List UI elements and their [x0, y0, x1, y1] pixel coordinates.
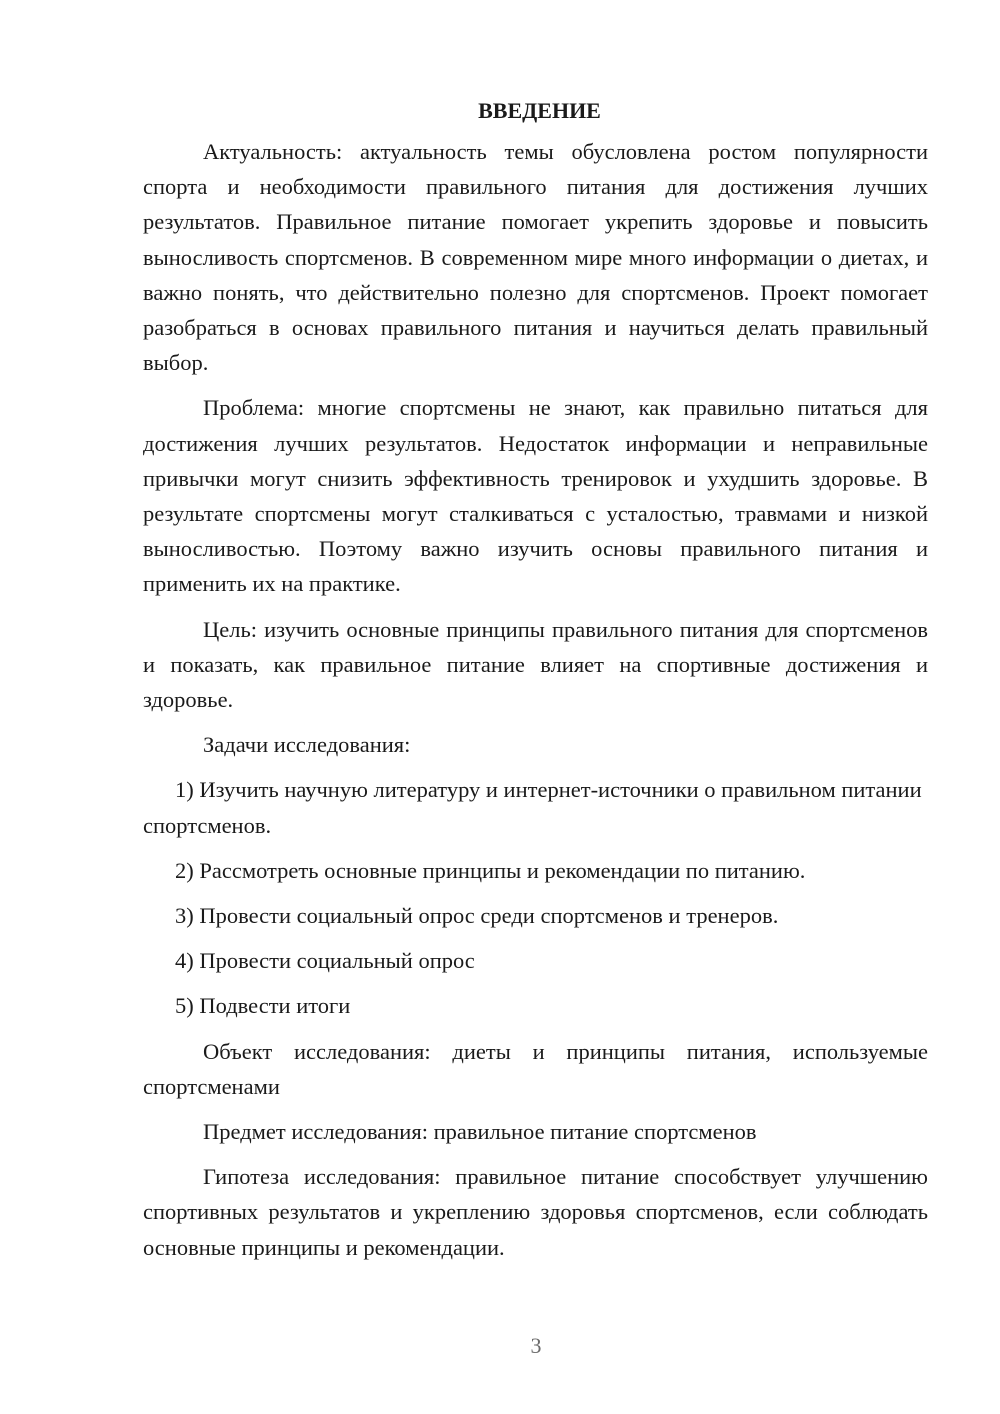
- task-item: 2) Рассмотреть основные принципы и рекомендации по питанию.: [175, 857, 806, 883]
- task-item: 3) Провести социальный опрос среди спортсменов и тренеров.: [175, 903, 779, 929]
- task-item: 1) Изучить научную литературу и интернет-источники о правильном питании спортсменов.: [143, 777, 922, 838]
- subject-paragraph: Предмет исследования: правильное питание спортсменов: [203, 1119, 757, 1145]
- task-item: 5) Подвести итоги: [175, 993, 351, 1019]
- goal-paragraph: Цель: изучить основные принципы правильного питания для спортсменов и показать, как правильное питание влияет на спортивные достижения и здоровье.: [143, 616, 928, 713]
- problem-paragraph: Проблема: многие спортсмены не знают, как правильно питаться для достижения лучших результатов. Недостаток информации и неправильные привычки могут снизить эффективность тренировок и ухудшить здоровье. В результате спортсмены могут сталкиваться с усталостью, травмами и низкой выносливостью. Поэтому важно изучить основы правильного питания и применить их на практике.: [143, 395, 928, 597]
- page-title: ВВЕДЕНИЕ: [478, 98, 601, 123]
- page-number: 3: [530, 1333, 542, 1358]
- hypothesis-paragraph: Гипотеза исследования: правильное питание способствует улучшению спортивных результатов и укреплению здоровья спортсменов, если соблюдать основные принципы и рекомендации.: [143, 1164, 928, 1260]
- object-paragraph: Объект исследования: диеты и принципы питания, используемые спортсменами: [143, 1038, 928, 1099]
- page-content: [143, 96, 928, 1275]
- relevance-paragraph: Актуальность: актуальность темы обусловлена ростом популярности спорта и необходимости правильного питания для достижения лучших результатов. Правильное питание помогает укрепить здоровье и повысить выносливость спортсменов. В современном мире много информации о диетах, и важно понять, что действительно полезно для спортсменов. Проект помогает разобраться в основах правильного питания и научиться делать правильный выбор.: [143, 139, 928, 376]
- task-item: 4) Провести социальный опрос: [175, 948, 475, 974]
- tasks-title: Задачи исследования:: [203, 732, 411, 758]
